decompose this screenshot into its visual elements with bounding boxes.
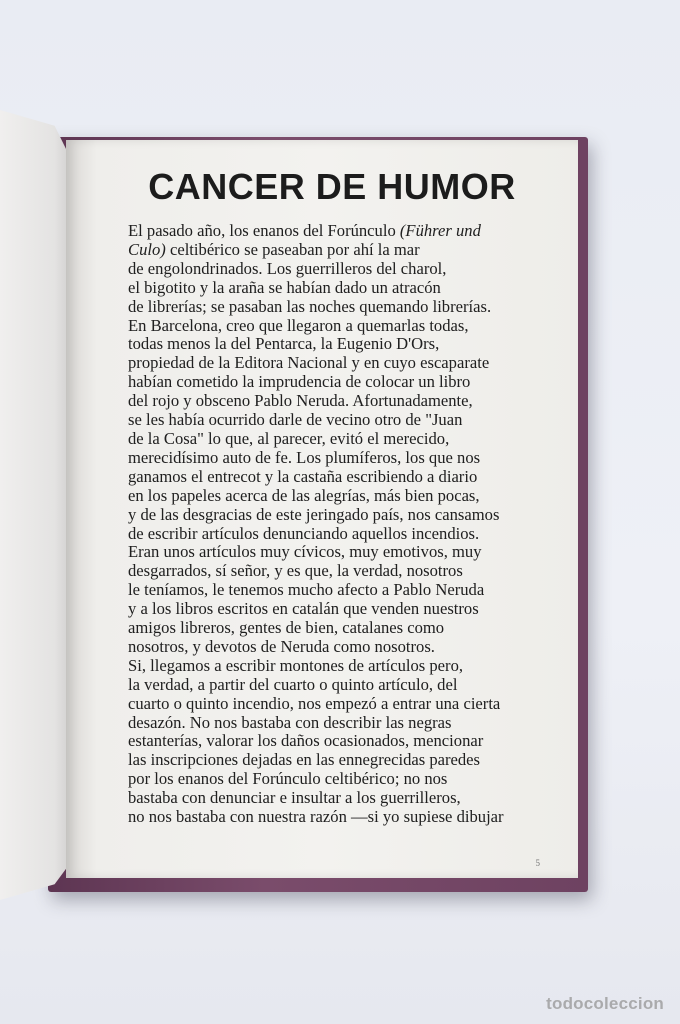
text-line: bastaba con denunciar e insultar a los guerrilleros, bbox=[128, 788, 461, 808]
text-line: se les había ocurrido darle de vecino otro de "Juan bbox=[128, 410, 463, 430]
text-line: y de las desgracias de este jeringado país, nos cansamos bbox=[128, 504, 500, 524]
page-number: 5 bbox=[535, 858, 540, 868]
text-line: estanterías, valorar los daños ocasionados, mencionar bbox=[128, 731, 484, 751]
text-line: merecidísimo auto de fe. Los plumíferos, los que nos bbox=[128, 447, 481, 467]
text-line: no nos bastaba con nuestra razón —si yo supiese dibujar bbox=[128, 807, 504, 827]
watermark-logo: todocoleccion bbox=[546, 994, 664, 1013]
text-line: en los papeles acerca de las alegrías, más bien pocas, bbox=[128, 485, 480, 505]
text-line: las inscripciones dejadas en las ennegrecidas paredes bbox=[128, 750, 481, 770]
text-line: propiedad de la Editora Nacional y en cuyo escaparate bbox=[128, 353, 490, 373]
text-line: de la Cosa" lo que, al parecer, evitó el merecido, bbox=[128, 428, 450, 448]
text-line: cuarto o quinto incendio, nos empezó a entrar una cierta bbox=[128, 693, 501, 713]
text-line: En Barcelona, creo que llegaron a quemarlas todas, bbox=[128, 315, 469, 335]
text-line: habían cometido la imprudencia de colocar un libro bbox=[128, 372, 471, 392]
text-line: le teníamos, le tenemos mucho afecto a Pablo Neruda bbox=[128, 580, 485, 600]
text-line: de escribir artículos denunciando aquellos incendios. bbox=[128, 523, 480, 543]
text-line: y a los libros escritos en catalán que venden nuestros bbox=[128, 599, 479, 619]
text-line: Culo) celtibérico se paseaban por ahí la mar bbox=[128, 239, 420, 259]
body-text bbox=[128, 222, 548, 827]
text-line: la verdad, a partir del cuarto o quinto artículo, del bbox=[128, 674, 458, 694]
text-line: ganamos el entrecot y la castaña escribiendo a diario bbox=[128, 466, 478, 486]
text-line: Eran unos artículos muy cívicos, muy emotivos, muy bbox=[128, 542, 482, 562]
text-line: por los enanos del Forúnculo celtibérico; no nos bbox=[128, 769, 448, 789]
text-line: nosotros, y devotos de Neruda como nosotros. bbox=[128, 636, 435, 656]
chapter-title: CANCER DE HUMOR bbox=[148, 166, 516, 207]
text-line: Si, llegamos a escribir montones de artículos pero, bbox=[128, 655, 464, 675]
book-page bbox=[66, 140, 578, 878]
text-line: de engolondrinados. Los guerrilleros del charol, bbox=[128, 258, 447, 278]
text-line: amigos libreros, gentes de bien, catalanes como bbox=[128, 618, 445, 638]
text-line: del rojo y obsceno Pablo Neruda. Afortunadamente, bbox=[128, 391, 473, 411]
text-line: todas menos la del Pentarca, la Eugenio D'Ors, bbox=[128, 334, 440, 354]
text-line: el bigotito y la araña se habían dado un atracón bbox=[128, 277, 441, 297]
text-line: desgarrados, sí señor, y es que, la verdad, nosotros bbox=[128, 561, 463, 581]
text-line: de librerías; se pasaban las noches quemando librerías. bbox=[128, 296, 492, 316]
text-line: desazón. No nos bastaba con describir las negras bbox=[128, 712, 452, 732]
text-line: El pasado año, los enanos del Forúnculo (Führer und bbox=[128, 221, 481, 240]
